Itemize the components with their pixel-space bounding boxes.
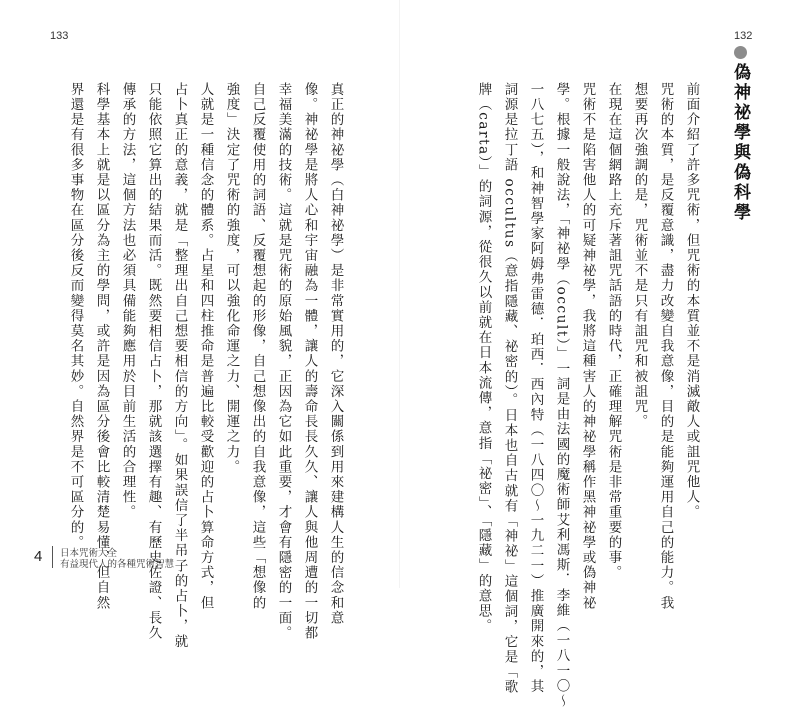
section-title bbox=[728, 46, 753, 223]
right-text-line: 咒術不是陷害他人的可疑神祕學，我將這種害人的神祕學稱作黑神祕學或偽神祕 bbox=[579, 82, 596, 611]
left-text-line: 占卜真正的意義，就是「整理出自己想要相信的方向」。如果誤信了半吊子的占卜，就 bbox=[171, 82, 188, 650]
left-text-line: 人就是一種信念的體系。占星和四柱推命是普遍比較受歡迎的占卜算命方式，但 bbox=[197, 82, 214, 611]
right-text-line: 想要再次強調的是，咒術並不是只有詛咒和被詛咒。 bbox=[631, 82, 648, 430]
left-text-line: 自己反覆使用的詞語、反覆想起的形像，自己想像出的自我意像，這些「想像的 bbox=[249, 82, 266, 611]
right-page-number: 132 bbox=[734, 30, 753, 42]
bullet-icon bbox=[734, 46, 747, 59]
book-subtitle-line: 有益現代人的各種咒術智慧 bbox=[60, 559, 175, 570]
section-title-text: 偽神祕學與偽科學 bbox=[730, 63, 750, 223]
right-text-line: 咒術的本質，是反覆意識，盡力改變自我意像，目的是能夠運用自己的能力。我 bbox=[657, 82, 674, 611]
right-text-line: 一八七五），和神智學家阿姆弗雷德．珀西．西內特（一八四〇～一九二一）推廣開來的，其 bbox=[527, 82, 544, 695]
right-text-line: 學。根據一般說法，「神祕學（occult）」一詞是由法國的魔術師艾利馮斯．李維（一八一〇～ bbox=[553, 82, 570, 709]
left-text-line: 像。神祕學是將人心和宇宙融為一體，讓人的壽命長長久久、讓人與他周遭的一切都 bbox=[301, 82, 318, 641]
gutter-divider bbox=[399, 0, 400, 588]
book-title-line: 日本咒術大全 bbox=[60, 548, 118, 559]
left-text-line: 界還是有很多事物在區分後反而變得莫名其妙。自然界是不可區分的。 bbox=[67, 82, 84, 551]
left-text-line: 傳承的方法，這個方法也必須具備能夠應用於目前生活的合理性。 bbox=[119, 82, 136, 520]
footer-book-title bbox=[60, 548, 174, 570]
left-page-number: 133 bbox=[50, 30, 69, 42]
left-text-line: 幸福美滿的技術。這就是咒術的原始風貌，正因為它如此重要，才會有隱密的一面。 bbox=[275, 82, 292, 641]
footer-divider bbox=[52, 546, 53, 568]
footer-page-marker: 4 bbox=[34, 548, 43, 565]
left-text-line: 只能依照它算出的結果而活。既然要相信占卜，那就該選擇有趣、有歷史佐證、長久 bbox=[145, 82, 162, 641]
left-text-line: 真正的神祕學（白神祕學）是非常實用的，它深入關係到用來建構人生的信念和意 bbox=[327, 82, 344, 626]
left-text-line: 強度」決定了咒術的強度，可以強化命運之力、開運之力。 bbox=[223, 82, 240, 475]
right-text-line: 牌（carta）」的詞源，從很久以前就在日本流傳，意指「祕密」、「隱藏」的意思。 bbox=[475, 82, 492, 634]
right-text-line: 在現在這個網路上充斥著詛咒話語的時代，正確理解咒術是非常重要的事。 bbox=[605, 82, 622, 581]
left-text-line: 科學基本上就是以區分為主的學問，或許是因為區分後會比較清楚易懂，但自然 bbox=[93, 82, 110, 611]
right-text-line: 詞源是拉丁語 occultus（意指隱藏、祕密的）。日本也自古就有「神祕」這個詞，它是「歌 bbox=[501, 82, 518, 695]
right-text-line: 前面介紹了許多咒術，但咒術的本質並不是消滅敵人或詛咒他人。 bbox=[683, 82, 700, 520]
